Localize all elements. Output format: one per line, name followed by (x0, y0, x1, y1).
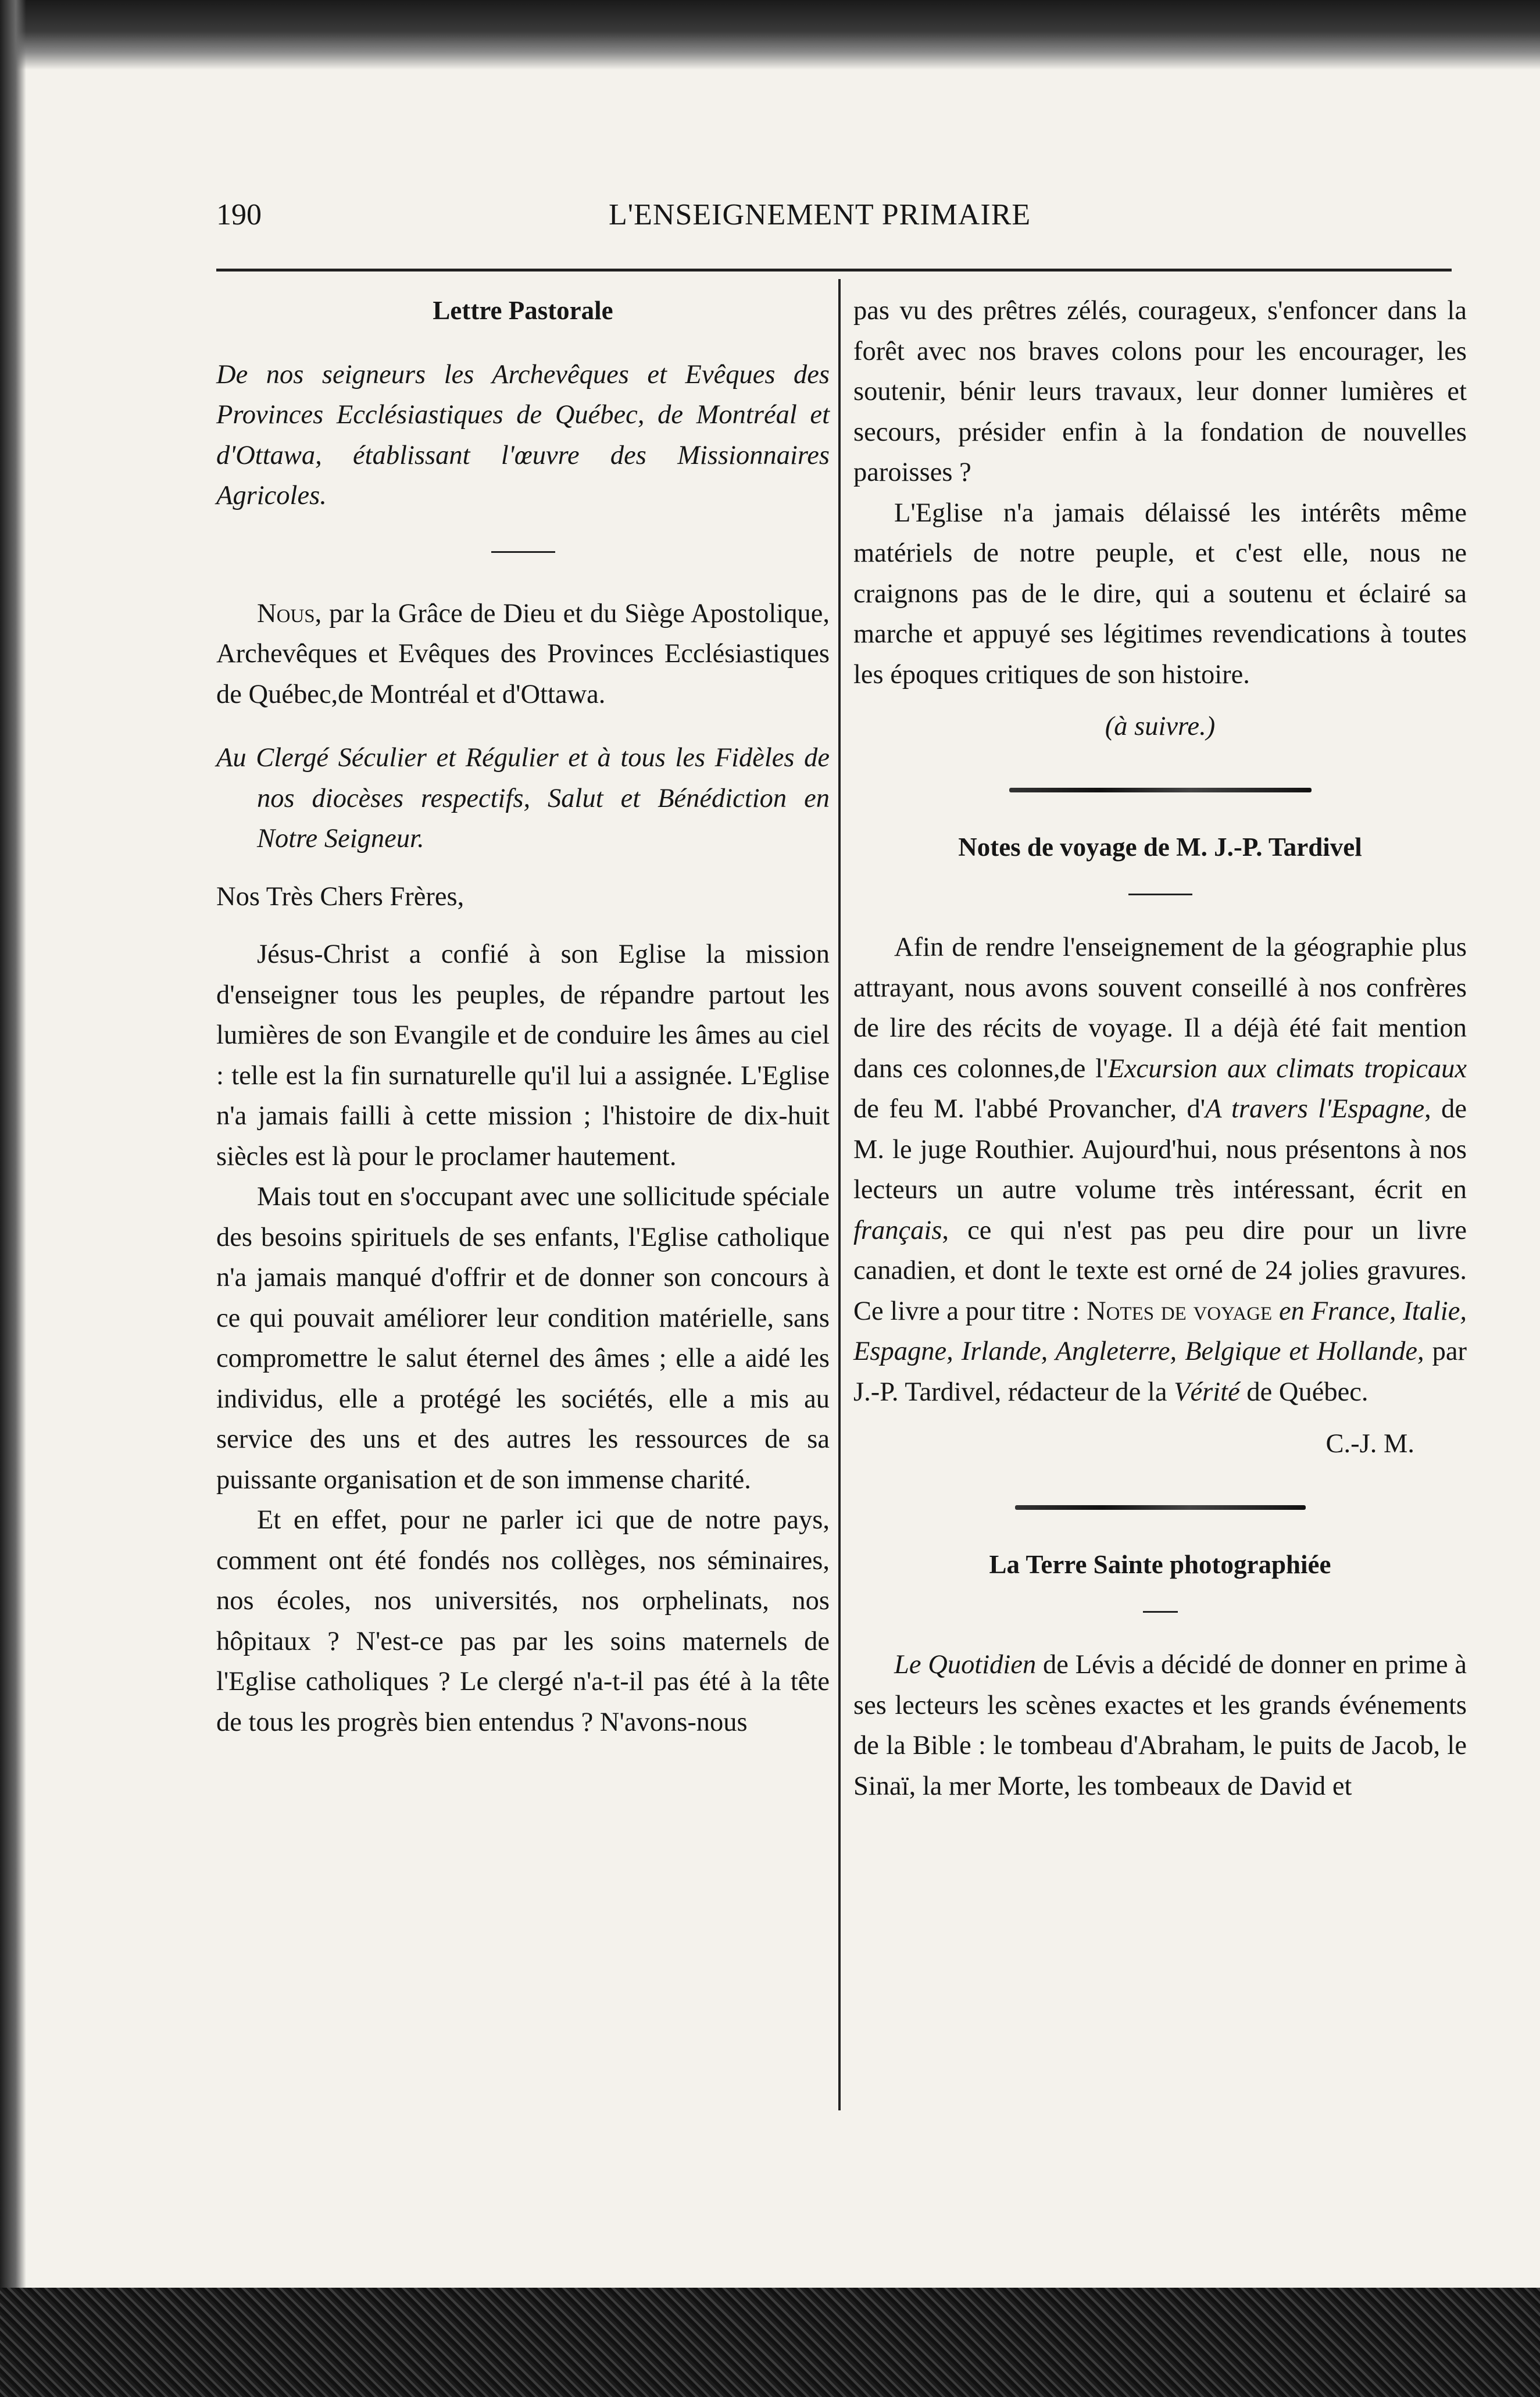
section-separator (1015, 1505, 1306, 1510)
salutation: Nos Très Chers Frères, (216, 881, 464, 912)
text-run: Afin de rendre l'enseignement de la géographie plus attrayant, nous avons souvent conseillé à nos confrères de lire des récits de voyage. Il a déjà été fait mention dans ces colonnes,de l' (853, 933, 1467, 1084)
right-column (853, 291, 1467, 1806)
left-column (216, 291, 830, 1742)
text-run: de Lévis a décidé de donner en prime à ses lecteurs les scènes exactes et les grands événements de la Bible : le tombeau d'Abraham, le puits de Jacob, le Sinaï, la mer Morte, les tombeaux de David et (853, 1650, 1467, 1801)
text-run: , ce qui n'est pas peu dire pour un livre canadien, et dont le texte est orné de 24 jolies gravures. Ce livre a pour titre : (853, 1215, 1467, 1326)
article-subtitle: De nos seigneurs les Archevêques et Evêques des Provinces Ecclésiastiques de Québec, de Montréal et d'Ottawa, établissant l'œuvre des Missionnaires Agricoles. (216, 359, 830, 510)
paragraph: pas vu des prêtres zélés, courageux, s'enfoncer dans la forêt avec nos braves colons pour les encourager, les soutenir, bénir leurs travaux, leur donner lumières et secours, présider enfin à la fondation de nouvelles paroisses ? (853, 296, 1467, 487)
to-be-continued: (à suivre.) (1105, 712, 1216, 741)
book-title: en France, Italie, Espagne, Irlande, Angleterre, Belgique et Hollande, (853, 1296, 1467, 1366)
column-divider (838, 279, 841, 2110)
opening-text: , par la Grâce de Dieu et du Siège Apostolique, Archevêques et Evêques des Provinces Ecclésiastiques de Québec,de Montréal et d'Ottawa. (216, 598, 830, 709)
book-title-caps: Notes de voyage (1087, 1296, 1273, 1326)
text-run: de Québec. (1239, 1377, 1369, 1407)
scan-bottom-edge (0, 2288, 1540, 2397)
address-paragraph: Au Clergé Séculier et Régulier et à tous les Fidèles de nos diocèses respectifs, Salut et Bénédiction en Notre Seigneur. (216, 743, 830, 853)
article-heading: Notes de voyage de M. J.-P. Tardivel (958, 832, 1362, 862)
opening-lead: Nous (257, 598, 315, 628)
running-title: L'ENSEIGNEMENT PRIMAIRE (609, 198, 1031, 231)
paragraph (853, 1645, 1467, 1806)
book-title: A travers l'Espagne (1205, 1094, 1425, 1124)
opening-paragraph (216, 594, 830, 715)
scan-top-edge (0, 0, 1540, 70)
newspaper-title: Vérité (1174, 1377, 1240, 1407)
section-separator (1009, 788, 1312, 792)
page-number: 190 (216, 198, 262, 231)
newspaper-title: Le Quotidien (894, 1650, 1037, 1680)
paragraph: Et en effet, pour ne parler ici que de notre pays, comment ont été fondés nos collèges, nos séminaires, nos écoles, nos universités, nos orphelinats, nos hôpitaux ? N'est-ce pas par les soins maternels de l'Eglise catholiques ? Le clergé n'a-t-il pas été à la tête de tous les progrès bien entendus ? N'avons-nous (216, 1505, 830, 1737)
scan-left-edge (0, 0, 26, 2397)
review-paragraph (853, 927, 1467, 1412)
paragraph: Jésus-Christ a confié à son Eglise la mission d'enseigner tous les peuples, de répandre partout les lumières de son Evangile et de conduire les âmes au ciel : telle est la fin surnaturelle qu'il lui a assignée. L'Eglise n'a jamais failli à cette mission ; l'histoire de dix-huit siècles est là pour le proclamer hautement. (216, 939, 830, 1171)
article-heading: La Terre Sainte photographiée (989, 1549, 1331, 1579)
text-run: , de M. le juge Routhier. Aujourd'hui, nous présentons à nos lecteurs un autre volume très intéressant, écrit en (853, 1094, 1467, 1205)
header-rule (216, 269, 1452, 272)
article-heading: Lettre Pastorale (433, 296, 613, 325)
paragraph: Mais tout en s'occupant avec une sollicitude spéciale des besoins spirituels de ses enfants, l'Eglise catholique n'a jamais manqué d'offrir et de donner son concours à ce qui pouvait améliorer leur condition matérielle, sans compromettre le salut éternel des âmes ; elle a aidé les individus, elle a protégé les sociétés, elle a mis au service des uns et des autres les ressources de sa puissante organisation et de son immense charité. (216, 1182, 830, 1495)
emphasis: français (853, 1215, 942, 1245)
section-rule (491, 551, 555, 553)
section-rule (1128, 894, 1192, 895)
text-run: par J.-P. Tardivel, rédacteur de la (853, 1337, 1467, 1407)
section-rule (1143, 1611, 1178, 1613)
text-run: de feu M. l'abbé Provancher, d' (853, 1094, 1206, 1124)
page-header (216, 198, 1452, 244)
paragraph: L'Eglise n'a jamais délaissé les intérêts même matériels de notre peuple, et c'est elle, nous ne craignons pas de le dire, qui a soutenu et éclairé sa marche et appuyé ses légitimes revendications à toutes les époques critiques de son histoire. (853, 498, 1467, 690)
signature: C.-J. M. (1325, 1429, 1414, 1459)
book-title: Excursion aux climats tropicaux (1107, 1053, 1467, 1084)
